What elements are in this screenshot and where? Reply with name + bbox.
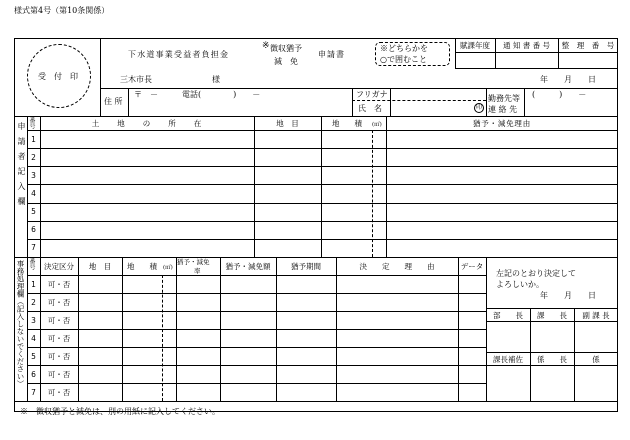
applicant-row[interactable]: [40, 204, 618, 220]
applicant-num-header: 番号: [28, 117, 35, 129]
role-unit-chief: 係 長: [537, 354, 567, 364]
col-exempt-rate-line2: 率: [194, 267, 201, 275]
application-date: 年 月 日: [540, 75, 596, 84]
footer-note: ※ 徴収猶予と減免は、別の用紙に記入してください。: [20, 407, 220, 416]
area-unit: (㎡): [372, 122, 382, 128]
col-office-area: 地 積: [127, 262, 157, 271]
office-row-line: [27, 329, 486, 330]
office-row-line: [27, 275, 486, 276]
col-decision-reason: 決 定 理 由: [359, 262, 435, 271]
office-row-number: 5: [31, 351, 36, 361]
application-suffix: 申請書: [318, 50, 345, 59]
addressee-suffix: 様: [212, 75, 220, 84]
office-row-number: 3: [31, 315, 36, 325]
work-phone: ( ) －: [532, 90, 587, 99]
applicant-row-number: 5: [31, 207, 36, 217]
decision-cell: 可・否: [47, 297, 71, 307]
name-label: 氏 名: [358, 104, 382, 113]
header-levy-year: 賦課年度: [460, 41, 490, 50]
col-land-location: 土 地 の 所 在: [91, 119, 203, 128]
decision-cell: 可・否: [47, 315, 71, 325]
applicant-row-number: 4: [31, 188, 36, 198]
col-land-area: 地 積: [332, 119, 362, 128]
office-row-number: 7: [31, 387, 36, 397]
choose-note-line2: ○で囲むこと: [380, 55, 427, 64]
approval-date: 年 月 日: [540, 291, 596, 300]
office-section-label: 事務処理欄（記入しないでください）: [16, 260, 25, 388]
option-reduction: 減 免: [274, 57, 298, 66]
role-deputy-chief: 副 課 長: [582, 310, 610, 320]
decision-cell: 可・否: [47, 333, 71, 343]
role-director: 部 長: [493, 310, 523, 320]
applicant-section-label: 申請者記入欄: [17, 122, 26, 212]
office-row-number: 1: [31, 279, 36, 289]
col-exemption-reason: 猶予・減免理由: [472, 119, 532, 128]
col-deferral-period: 猶予期間: [291, 262, 321, 271]
applicant-row-number: 2: [31, 152, 36, 162]
decision-cell: 可・否: [47, 369, 71, 379]
office-row-line: [27, 311, 486, 312]
note-mark: ※: [262, 41, 270, 51]
role-section-chief: 課 長: [537, 310, 567, 320]
header-notice-number: 通 知 書 番 号: [502, 41, 551, 50]
approval-text-line2: よろしいか。: [496, 280, 544, 289]
col-decision: 決定区分: [44, 262, 74, 271]
office-table-bottom: [14, 401, 618, 402]
col-data: データ: [460, 262, 484, 271]
col-exempt-rate-line1: 猶予・減免: [177, 258, 210, 266]
role-staff: 係: [592, 354, 600, 364]
office-row-number: 6: [31, 369, 36, 379]
postal-code: 〒 －: [134, 90, 158, 99]
applicant-row[interactable]: [40, 222, 618, 238]
decision-cell: 可・否: [47, 351, 71, 361]
header-reference-number: 整 理 番 号: [561, 41, 615, 50]
application-title: 下水道事業受益者負担金: [128, 50, 230, 59]
office-area-unit: (㎡): [163, 265, 173, 271]
stamp-divider: [100, 38, 101, 116]
form-number: 様式第4号（第10条関係）: [14, 6, 110, 15]
applicant-row[interactable]: [40, 149, 618, 165]
address-label: 住 所: [104, 97, 123, 106]
office-row-line: [27, 293, 486, 294]
addressee: 三木市長: [120, 75, 152, 84]
office-num-header: 番号: [28, 258, 35, 270]
office-row-line: [27, 365, 486, 366]
decision-cell: 可・否: [47, 279, 71, 289]
office-row-number: 2: [31, 297, 36, 307]
applicant-row-number: 3: [31, 170, 36, 180]
decision-cell: 可・否: [47, 387, 71, 397]
applicant-row-number: 6: [31, 225, 36, 235]
work-label-line2: 連 絡 先: [488, 105, 518, 114]
choose-note-line1: ※どちらかを: [380, 44, 428, 53]
applicant-row[interactable]: [40, 240, 618, 256]
applicant-row[interactable]: [40, 167, 618, 183]
office-row-number: 4: [31, 333, 36, 343]
seal-mark: 印: [476, 104, 483, 111]
phone-number: 電話( ) －: [182, 90, 261, 99]
approval-text-line1: 左記のとおり決定して: [496, 269, 576, 278]
applicant-row[interactable]: [40, 131, 618, 147]
furigana-label: フリガナ: [356, 90, 388, 99]
applicant-row-number: 7: [31, 243, 36, 253]
receipt-stamp-label: 受 付 印: [38, 72, 78, 81]
col-exempt-amount: 猶予・減免額: [225, 262, 271, 271]
applicant-row[interactable]: [40, 185, 618, 201]
applicant-row-number: 1: [31, 134, 36, 144]
office-row-line: [27, 383, 486, 384]
office-row-line: [27, 347, 486, 348]
col-land-category: 地 目: [276, 119, 299, 128]
work-label-line1: 勤務先等: [488, 94, 520, 103]
col-office-category: 地 目: [88, 262, 112, 271]
role-assistant: 課長補佐: [493, 354, 523, 364]
option-deferral: 徴収猶予: [270, 44, 302, 53]
